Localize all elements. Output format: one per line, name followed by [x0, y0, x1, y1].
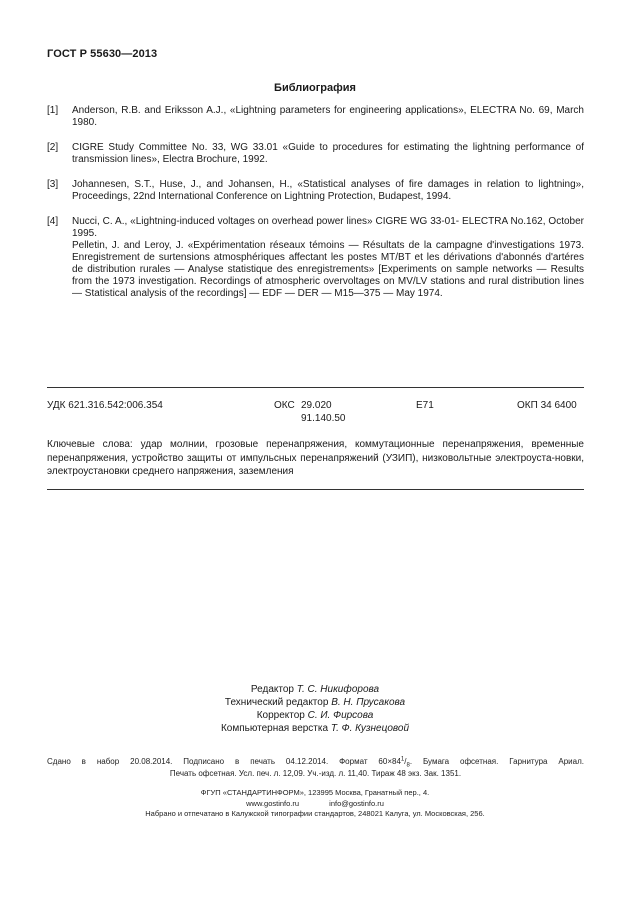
format-numerator: 1 [400, 756, 405, 763]
bibliography-text: CIGRE Study Committee No. 33, WG 33.01 «Guide to procedures for estimating the lightning performance of transmission lines», Electra Brochure, 1992. [72, 142, 584, 165]
bibliography-number: [4] [47, 216, 59, 227]
credit-tech-editor [0, 696, 630, 709]
page-header-standard: ГОСТ Р 55630—2013 [47, 48, 158, 60]
credit-role: Редактор [250, 684, 294, 695]
bibliography-item [47, 179, 584, 203]
bibliography-text: Anderson, R.B. and Eriksson A.J., «Lightning parameters for engineering applications», ELECTRA No. 69, March 1980. [72, 105, 584, 128]
bibliography-text: Pelletin, J. and Leroy, J. «Expérimentation réseaux témoins — Résultats de la campagne d'investigations 1973. Enregistrement de surtensions atmosphériques affectant les postes MT/BT et les dérivations d'abonnés d'artéres de distribution rurales — Analyse statistique des enregistrements» [Experiments on sample networks — Results from the 1973 investigation. Recordings of atmospheric overvoltages on MV/LV stations and rural distribution lines — Statistical analysis of the recordings] — EDF — DER — M15—375 — May 1974. [72, 240, 584, 299]
publisher-contacts [0, 799, 630, 810]
publisher-website: www.gostinfo.ru [246, 798, 300, 808]
bibliography-number: [3] [47, 179, 59, 190]
credit-layout [0, 722, 630, 735]
printer-info: Набрано и отпечатано в Калужской типографии стандартов, 248021 Калуга, ул. Московская, 256. [145, 809, 485, 818]
bibliography-item [47, 216, 584, 300]
imprint-line-2: Печать офсетная. Усл. печ. л. 12,09. Уч.-изд. л. 11,40. Тираж 48 экз. Зак. 1351. [169, 769, 462, 778]
oks-label: ОКС [274, 400, 295, 411]
credits [0, 683, 630, 735]
credit-role: Корректор [256, 710, 305, 721]
credit-name: С. И. Фирсова [307, 710, 374, 721]
bibliography-item [47, 142, 584, 166]
bibliography-title: Библиография [274, 82, 356, 94]
credit-proofreader [0, 709, 630, 722]
classifier-e: Е71 [416, 400, 434, 411]
publisher-address: ФГУП «СТАНДАРТИНФОРМ», 123995 Москва, Гранатный пер., 4. [200, 788, 430, 797]
credit-name: В. Н. Прусакова [331, 697, 406, 708]
bibliography-text: Johannesen, S.T., Huse, J., and Johansen, H., «Statistical analyses of fire damages in relation to lightning», Proceedings, 22nd International Conference on Lightning Protection, Budapest, 1994. [72, 179, 584, 202]
publisher-info [0, 788, 630, 820]
oks-code-2: 91.140.50 [301, 413, 346, 424]
divider-top [47, 387, 584, 388]
keywords: Ключевые слова: удар молнии, грозовые перенапряжения, коммутационные перенапряжения, временные перенапряжения, устройство защиты от импульсных перенапряжений (УЗИП), низковольтные электроуста-новки, электроустановки среднего напряжения, заземления [47, 439, 584, 477]
okp-code: ОКП 34 6400 [517, 400, 577, 411]
bibliography-item [47, 105, 584, 129]
credit-name: Т. Ф. Кузнецовой [330, 723, 410, 734]
imprint-text: Сдано в набор 20.08.2014. Подписано в печать 04.12.2014. Формат 60×84 [47, 757, 401, 766]
udk-code: УДК 621.316.542:006.354 [47, 400, 163, 411]
bibliography-text: Nucci, C. A., «Lightning-induced voltages on overhead power lines» CIGRE WG 33-01- ELECTRA No.162, October 1995. [72, 216, 584, 239]
imprint [47, 756, 584, 780]
divider-bottom [47, 489, 584, 490]
publisher-email: info@gostinfo.ru [329, 798, 384, 808]
oks-code-1: 29.020 [301, 400, 332, 411]
bibliography-number: [1] [47, 105, 59, 116]
bibliography-list [47, 105, 584, 313]
credit-name: Т. С. Никифорова [296, 684, 380, 695]
credit-role: Компьютерная верстка [220, 723, 329, 734]
imprint-text: . Бумага офсетная. Гарнитура Ариал. [409, 757, 584, 766]
credit-editor [0, 683, 630, 696]
bibliography-number: [2] [47, 142, 59, 153]
format-denominator: 8 [406, 762, 410, 769]
credit-role: Технический редактор [224, 697, 329, 708]
imprint-line-1: Сдано в набор 20.08.2014. Подписано в печать 04.12.2014. Формат $60\times 84^1/_8$. Бумага офсетная. Гарнитура Ариал. [47, 756, 584, 769]
